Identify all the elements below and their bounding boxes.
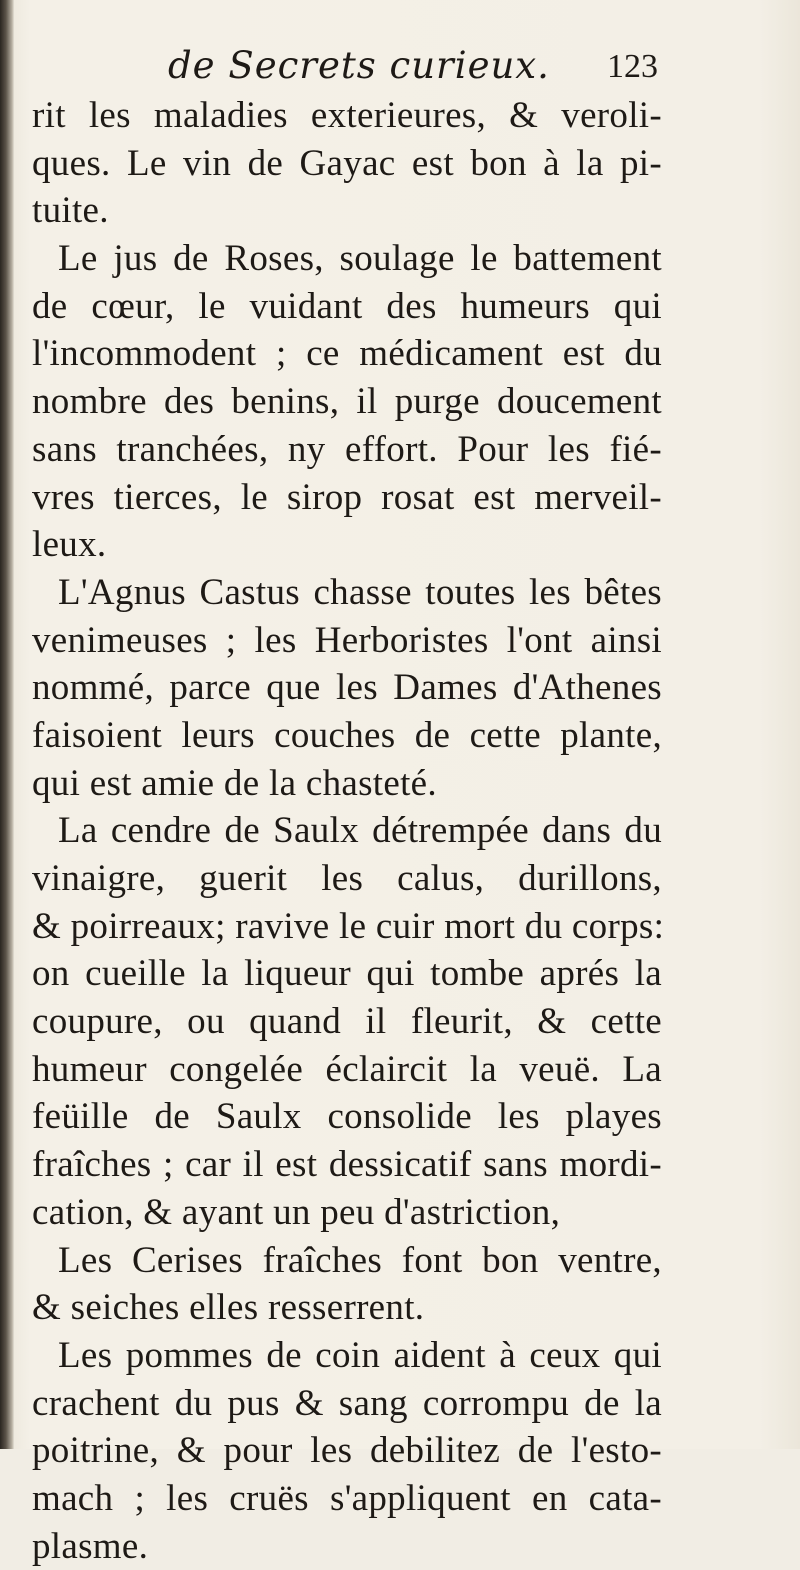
- text-line: fraîches ; car il est dessicatif sans mordi-: [32, 1144, 662, 1186]
- text-line: qui est amie de la chasteté.: [32, 762, 437, 804]
- text-line: nombre des benins, il purge doucement: [32, 381, 662, 423]
- text-line: vres tierces, le sirop rosat est merveil-: [32, 476, 662, 518]
- text-line: de cœur, le vuidant des humeurs qui: [32, 285, 662, 327]
- text-line: poitrine, & pour les debilitez de l'esto-: [32, 1430, 662, 1472]
- text-line: l'incommodent ; ce médicament est du: [32, 333, 662, 375]
- text-line: mach ; les cruës s'appliquent en cata-: [32, 1477, 662, 1519]
- text-line: on cueille la liqueur qui tombe aprés la: [32, 953, 662, 995]
- text-line: La cendre de Saulx détrempée dans du: [58, 810, 662, 852]
- text-line: faisoient leurs couches de cette plante,: [32, 714, 662, 756]
- text-line: venimeuses ; les Herboristes l'ont ainsi: [32, 619, 662, 661]
- text-line: cation, & ayant un peu d'astriction,: [32, 1191, 561, 1233]
- text-line: L'Agnus Castus chasse toutes les bêtes: [58, 571, 662, 613]
- text-line: nommé, parce que les Dames d'Athenes: [32, 667, 662, 709]
- text-line: & seiches elles resserrent.: [32, 1287, 425, 1329]
- running-title: de Secrets curieux.: [168, 44, 550, 87]
- text-line: plasme.: [32, 1525, 149, 1567]
- text-line: sans tranchées, ny effort. Pour les fié-: [32, 428, 662, 470]
- text-line: Les pommes de coin aident à ceux qui: [58, 1334, 662, 1376]
- text-line: Le jus de Roses, soulage le battement: [58, 238, 662, 280]
- text-line: ques. Le vin de Gayac est bon à la pi-: [32, 142, 662, 184]
- text-line: leux.: [32, 524, 107, 566]
- text-line: feüille de Saulx consolide les playes: [32, 1096, 662, 1138]
- page-header: [0, 44, 800, 94]
- text-line: & poirreaux; ravive le cuir mort du corps:: [32, 905, 665, 947]
- text-line: Les Cerises fraîches font bon ventre,: [58, 1239, 662, 1281]
- page-number: 123: [607, 48, 658, 85]
- text-line: tuite.: [32, 190, 109, 232]
- body-text: [32, 92, 665, 1570]
- text-line: crachent du pus & sang corrompu de la: [32, 1382, 662, 1424]
- text-line: humeur congelée éclaircit la veuë. La: [32, 1048, 662, 1090]
- text-line: vinaigre, guerit les calus, durillons,: [32, 858, 662, 899]
- book-spine-shadow: [0, 0, 14, 1449]
- text-line: rit les maladies exterieures, & veroli-: [32, 95, 662, 136]
- text-line: coupure, ou quand il fleurit, & cette: [32, 1001, 662, 1043]
